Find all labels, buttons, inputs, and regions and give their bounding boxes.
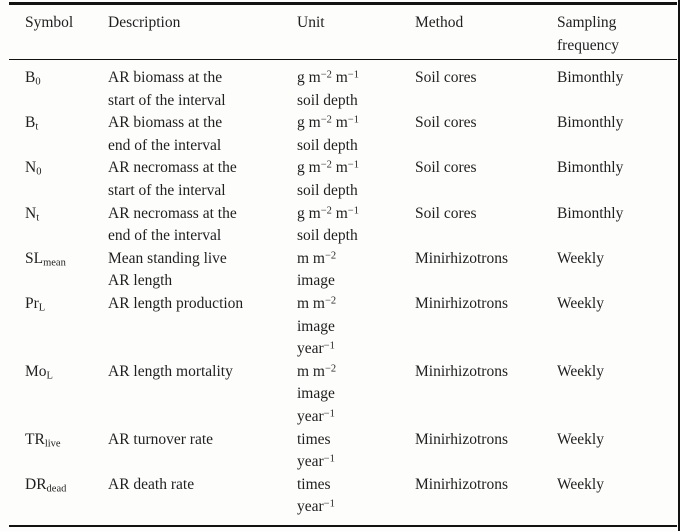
cell-method — [415, 203, 557, 248]
table-row — [0, 474, 677, 519]
cell-line: image — [297, 317, 335, 335]
cell-unit — [297, 112, 415, 157]
cell-line: Symbol — [25, 14, 74, 31]
table-row — [0, 429, 677, 474]
cell-description — [108, 112, 297, 157]
subscript: 0 — [35, 76, 41, 88]
superscript: −1 — [323, 340, 335, 352]
cell-symbol — [0, 203, 108, 248]
table-header-row — [0, 11, 677, 67]
cell-method — [415, 157, 557, 202]
cell-method — [415, 429, 557, 474]
cell-line: Soil cores — [415, 204, 477, 222]
cell-frequency — [557, 248, 677, 293]
cell-line: $N_0$ — [25, 159, 42, 178]
cell-line: g $m^{-2}$ $m^{-1}$ — [297, 114, 359, 132]
cell-method — [415, 474, 557, 519]
cell-line: $TR_{live}$ — [25, 430, 61, 449]
cell-line: AR biomass at the — [108, 114, 223, 132]
cell-line: start of the interval — [108, 181, 226, 199]
superscript: −2 — [320, 69, 332, 81]
cell-line: frequency — [557, 37, 619, 54]
cell-symbol — [0, 112, 108, 157]
cell-description — [108, 157, 297, 202]
cell-frequency — [557, 293, 677, 361]
cell-frequency — [557, 429, 677, 474]
cell-unit — [297, 361, 415, 429]
column-header-unit — [297, 11, 415, 67]
cell-line: m $m^{-2}$ — [297, 294, 337, 312]
superscript: −2 — [325, 295, 337, 307]
cell-line: Sampling — [557, 14, 617, 31]
variables-table — [0, 11, 677, 519]
cell-line: Unit — [297, 14, 325, 31]
superscript: −2 — [320, 114, 332, 126]
cell-line: g $m^{-2}$ $m^{-1}$ — [297, 69, 359, 86]
subscript: 0 — [36, 166, 42, 178]
superscript: −1 — [347, 114, 359, 126]
superscript: −2 — [320, 159, 332, 171]
table-row — [0, 112, 677, 157]
cell-line: year$^{-1}$ — [297, 340, 335, 358]
cell-method — [415, 248, 557, 293]
cell-description — [108, 361, 297, 429]
table-body — [0, 67, 677, 519]
cell-frequency — [557, 67, 677, 112]
superscript: −1 — [323, 453, 335, 465]
cell-line: AR biomass at the — [108, 69, 223, 86]
cell-description — [108, 474, 297, 519]
cell-method — [415, 293, 557, 361]
cell-line: Bimonthly — [557, 114, 624, 132]
cell-line: Weekly — [557, 249, 604, 267]
table-row — [0, 67, 677, 112]
cell-line: $B_t$ — [25, 114, 39, 133]
cell-line: Soil cores — [415, 159, 477, 177]
cell-frequency — [557, 474, 677, 519]
table-row — [0, 361, 677, 429]
cell-frequency — [557, 112, 677, 157]
superscript: −1 — [323, 408, 335, 420]
cell-line: AR death rate — [108, 475, 195, 493]
cell-line: Weekly — [557, 475, 604, 493]
cell-unit — [297, 429, 415, 474]
cell-line: Minirhizotrons — [415, 249, 508, 267]
table-top-border — [9, 2, 677, 5]
cell-frequency — [557, 157, 677, 202]
cell-line: Bimonthly — [557, 159, 624, 177]
cell-symbol — [0, 293, 108, 361]
cell-line: year$^{-1}$ — [297, 498, 335, 516]
cell-line: AR length production — [108, 294, 244, 312]
cell-description — [108, 203, 297, 248]
cell-description — [108, 248, 297, 293]
cell-line: $DR_{dead}$ — [25, 475, 67, 495]
table-row — [0, 293, 677, 361]
superscript: −1 — [347, 205, 359, 217]
cell-unit — [297, 203, 415, 248]
cell-line: end of the interval — [108, 227, 222, 245]
cell-line: Minirhizotrons — [415, 475, 508, 493]
superscript: −2 — [325, 250, 337, 262]
cell-line: year$^{-1}$ — [297, 407, 335, 425]
cell-line: Bimonthly — [557, 204, 624, 222]
cell-symbol — [0, 248, 108, 293]
table-header-row-group — [0, 11, 677, 67]
cell-unit — [297, 474, 415, 519]
cell-line: $B_0$ — [25, 69, 41, 88]
cell-line: Minirhizotrons — [415, 294, 508, 312]
cell-unit — [297, 248, 415, 293]
cell-method — [415, 361, 557, 429]
cell-line: soil depth — [297, 136, 358, 154]
cell-line: image — [297, 385, 335, 403]
cell-line: times — [297, 475, 331, 493]
subscript: t — [36, 212, 40, 224]
cell-symbol — [0, 67, 108, 112]
table-bottom-border — [9, 525, 677, 528]
cell-line: Method — [415, 14, 464, 31]
cell-line: year$^{-1}$ — [297, 453, 335, 471]
cell-line: Description — [108, 14, 181, 31]
cell-description — [108, 67, 297, 112]
cell-method — [415, 112, 557, 157]
cell-line: Bimonthly — [557, 69, 624, 86]
cell-line: AR necromass at the — [108, 204, 237, 222]
cell-line: soil depth — [297, 227, 358, 245]
cell-symbol — [0, 361, 108, 429]
cell-line: Weekly — [557, 294, 604, 312]
table-row — [0, 248, 677, 293]
subscript: mean — [43, 257, 66, 269]
table-row — [0, 203, 677, 248]
superscript: −2 — [325, 363, 337, 375]
cell-line: end of the interval — [108, 136, 222, 154]
column-header-method — [415, 11, 557, 67]
subscript: t — [35, 121, 39, 133]
cell-description — [108, 429, 297, 474]
cell-line: $Mo_L$ — [25, 362, 53, 382]
cell-line: Mean standing live — [108, 249, 227, 267]
cell-line: $N_t$ — [25, 204, 40, 224]
cell-unit — [297, 157, 415, 202]
subscript: dead — [46, 483, 67, 495]
cell-symbol — [0, 157, 108, 202]
cell-line: $SL_{mean}$ — [25, 249, 66, 269]
subscript: L — [46, 370, 53, 382]
cell-line: Weekly — [557, 430, 604, 448]
cell-description — [108, 293, 297, 361]
cell-method — [415, 67, 557, 112]
cell-line: Minirhizotrons — [415, 430, 508, 448]
subscript: live — [44, 438, 61, 449]
cell-line: m $m^{-2}$ — [297, 249, 337, 267]
cell-line: AR length mortality — [108, 362, 233, 380]
superscript: −1 — [347, 159, 359, 171]
cell-unit — [297, 67, 415, 112]
cell-line: start of the interval — [108, 91, 226, 109]
superscript: −1 — [347, 69, 359, 81]
cell-line: AR turnover rate — [108, 430, 214, 448]
cell-line: g $m^{-2}$ $m^{-1}$ — [297, 204, 359, 222]
superscript: −1 — [323, 498, 335, 510]
cell-line: Soil cores — [415, 69, 477, 86]
cell-line: Weekly — [557, 362, 604, 380]
cell-line: Soil cores — [415, 114, 477, 132]
column-header-symbol — [0, 11, 108, 67]
cell-line: m $m^{-2}$ — [297, 362, 337, 380]
cell-unit — [297, 293, 415, 361]
cell-frequency — [557, 361, 677, 429]
cell-line: image — [297, 272, 335, 290]
cell-line: AR necromass at the — [108, 159, 237, 177]
cell-line: AR length — [108, 272, 173, 290]
superscript: −2 — [320, 205, 332, 217]
cell-frequency — [557, 203, 677, 248]
cell-line: Minirhizotrons — [415, 362, 508, 380]
table-row — [0, 157, 677, 202]
cell-line: $Pr_L$ — [25, 294, 46, 314]
subscript: L — [38, 302, 46, 314]
cell-line: g $m^{-2}$ $m^{-1}$ — [297, 159, 359, 177]
cell-line: soil depth — [297, 181, 358, 199]
cell-symbol — [0, 429, 108, 474]
cell-line: soil depth — [297, 91, 358, 109]
column-header-description — [108, 11, 297, 67]
column-header-frequency — [557, 11, 677, 67]
cell-symbol — [0, 474, 108, 519]
cell-line: times — [297, 430, 331, 448]
